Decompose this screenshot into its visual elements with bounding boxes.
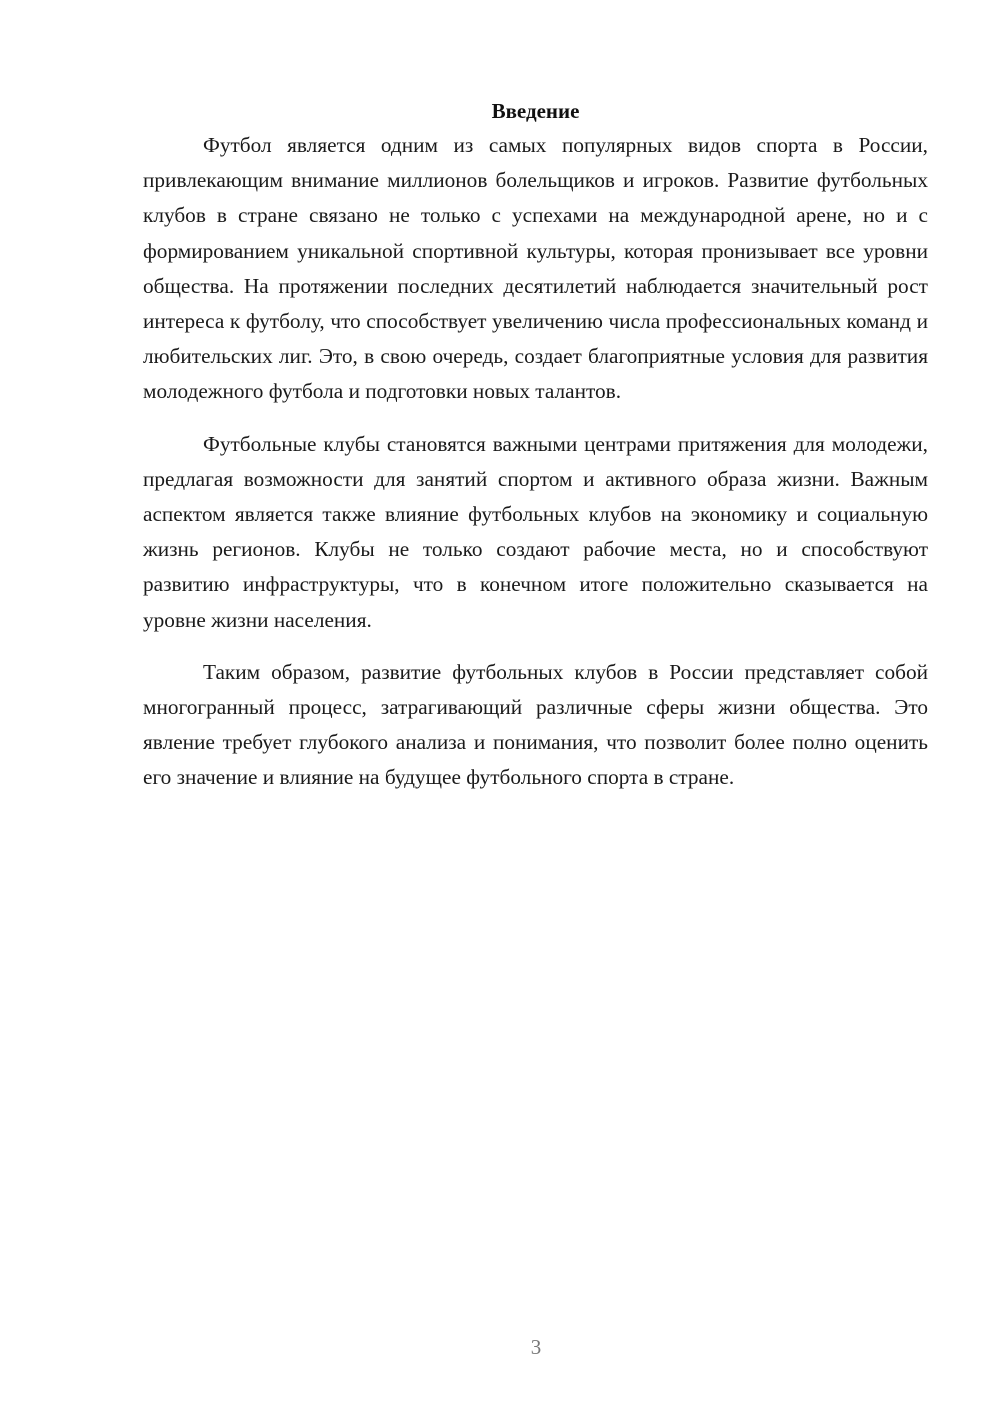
page-content [143, 96, 928, 796]
paragraph-3: Таким образом, развитие футбольных клубов в России представляет собой многогранный процесс, затрагивающий различные сферы жизни общества. Это явление требует глубокого анализа и понимания, что позволит более полно оценить его значение и влияние на будущее футбольного спорта в стране. [143, 659, 928, 790]
page-number: 3 [530, 1335, 542, 1359]
paragraph-1: Футбол является одним из самых популярных видов спорта в России, привлекающим внимание миллионов болельщиков и игроков. Развитие футбольных клубов в стране связано не только с успехами на международной арене, но и с формированием уникальной спортивной культуры, которая пронизывает все уровни общества. На протяжении последних десятилетий наблюдается значительный рост интереса к футболу, что способствует увеличению числа профессиональных команд и любительских лиг. Это, в свою очередь, создает благоприятные условия для развития молодежного футбола и подготовки новых талантов. [143, 133, 928, 404]
paragraph-2: Футбольные клубы становятся важными центрами притяжения для молодежи, предлагая возможности для занятий спортом и активного образа жизни. Важным аспектом является также влияние футбольных клубов на экономику и социальную жизнь регионов. Клубы не только создают рабочие места, но и способствуют развитию инфраструктуры, что в конечном итоге положительно сказывается на уровне жизни населения. [143, 431, 928, 632]
section-heading: Введение [491, 99, 580, 123]
